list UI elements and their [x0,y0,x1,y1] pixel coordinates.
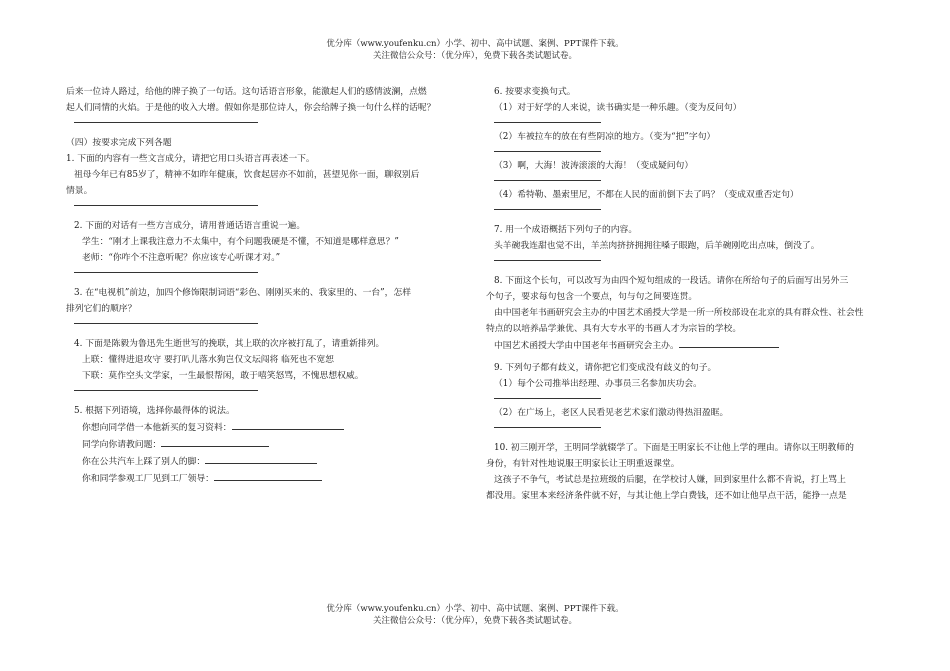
footer-line-1: 优分库（www.youfenku.cn）小学、初中、高中试题、案例、PPT课件下载。 [326,604,624,614]
answer-blank[interactable] [161,436,269,447]
question-1-text-cont: 情景。 [66,186,93,196]
question-2-student: 学生：“刚才上课我注意力不太集中，有个问题我硬是不懂，不知道是哪样意思？” [82,237,399,247]
question-6-item-3: （3）啊，大海！波涛滚滚的大海！（变成疑问句） [494,161,694,171]
intro-text-2: 起人们同情的火焰。于是他的收入大增。假如你是那位诗人，你会给牌子换一句什么样的话呢？ [66,103,436,113]
question-1-title: 1. 下面的内容有一些文言成分，请把它用口头语言再表述一下。 [66,154,315,164]
question-2-teacher: 老师：“你咋个不注意听呢？你应该专心听课才对。” [82,253,281,263]
question-8-text-cont: 个句子，要求每句包含一个要点，句与句之间要连贯。 [486,292,698,302]
question-10-text: 10. 初三刚开学，王明同学就辍学了。下面是王明家长不让他上学的理由。请你以王明教师的 [494,443,854,453]
question-6-item-4: （4）希特勒、墨索里尼，不都在人民的面前倒下去了吗？（变成双重否定句） [494,190,799,200]
question-5-item-a [66,419,470,436]
answer-blank[interactable] [232,419,344,430]
intro-text-1: 后来一位诗人路过，给他的牌子换了一句话。这句话语言形象，能激起人们的感情波澜，点燃 [66,87,427,97]
question-4-title: 4. 下面是陈毅为鲁迅先生逝世写的挽联，其上联的次序被打乱了，请重新排列。 [74,339,385,349]
answer-blank[interactable] [679,337,779,348]
question-10-reason: 这孩子不争气，考试总是拉班级的后腿，在学校讨人嫌，回到家里什么都不肯说，打上骂上 [494,475,846,485]
question-5-item-d-label: 你和同学参观工厂见到工厂领导： [82,474,214,484]
question-8-sentence-cont: 特点的以培养品学兼优、具有大专水平的书画人才为宗旨的学校。 [486,324,742,334]
question-8-text: 8. 下面这个长句，可以改写为由四个短句组成的一段话。请你在所给句子的后面写出另外三 [494,276,849,286]
answer-blank[interactable] [214,470,322,481]
page-header [0,38,950,62]
header-line-1: 优分库（www.youfenku.cn）小学、初中、高中试题、案例、PPT课件下载。 [326,39,624,49]
question-2-title: 2. 下面的对话有一些方言成分，请用普通话语言重说一遍。 [74,221,306,231]
question-5-item-c [66,453,470,470]
question-9-title: 9. 下列句子都有歧义，请你把它们变成没有歧义的句子。 [494,363,717,373]
question-5-item-d [66,470,470,487]
question-5-item-a-label: 你想向同学借一本他新买的复习资料： [82,423,232,433]
page-footer [0,603,950,627]
right-column [486,84,890,504]
question-6-item-2: （2）车被拉车的放在有些阴凉的地方。（变为“把”字句） [494,132,716,142]
question-5-title: 5. 根据下列语境，选择你最得体的说法。 [74,406,235,416]
question-3-text-cont: 排列它们的顺序？ [66,304,137,314]
question-3-text: 3. 在“电视机”前边，加四个修饰限制词语“彩色、刚刚买来的、我家里的、一台”，怎样 [74,288,412,298]
question-7-title: 7. 用一个成语概括下列句子的内容。 [494,225,638,235]
question-8-answer-row [486,337,890,354]
question-9-item-1: （1）每个公司推举出经理、办事员三名参加庆功会。 [494,379,702,389]
question-10-reason-cont: 都没用。家里本来经济条件就不好，与其让他上学白费钱，还不如让他早点干活，能挣一点是 [486,491,847,501]
answer-blank[interactable] [205,453,317,464]
header-line-2: 关注微信公众号：（优分库），免费下载各类试题试卷。 [372,51,577,61]
question-8-prompt: 中国艺术函授大学由中国老年书画研究会主办。 [494,341,679,351]
question-1-text: 祖母今年已有85岁了，精神不如昨年健康，饮食起居亦不如前，甚望见你一面，聊叙别后 [74,170,420,180]
left-column [66,84,470,487]
question-4-upper-couplet: 上联：懂得进退攻守 要打叭儿落水狗岂仅文坛闯将 临死也不宽恕 [82,355,334,365]
question-6-item-1: （1）对于好学的人来说，读书确实是一种乐趣。（变为反问句） [494,103,742,113]
question-6-title: 6. 按要求变换句式。 [494,87,576,97]
footer-line-2: 关注微信公众号：（优分库），免费下载各类试题试卷。 [372,616,577,626]
question-8-sentence: 由中国老年书画研究会主办的中国艺术函授大学是一所一所校部设在北京的具有群众性、社会性 [494,308,864,318]
question-10-text-cont: 身份，有针对性地说服王明家长让王明重返课堂。 [486,459,680,469]
question-4-lower-couplet: 下联：莫作空头文学家，一生最恨帮闲，敢于嘻笑怒骂，不愧思想权威。 [82,371,364,381]
question-9-item-2: （2）在广场上，老区人民看见老艺术家们激动得热泪盈眶。 [494,408,729,418]
question-5-item-c-label: 你在公共汽车上踩了别人的脚： [82,457,206,467]
question-7-text: 头羊碗我连甜也觉不出，羊羔肉挤挤拥拥往嗓子眼跑，后羊碗刚吃出点味，倒没了。 [494,241,820,251]
question-5-item-b-label: 同学向你请教问题： [82,440,162,450]
question-5-item-b [66,436,470,453]
section-4-heading: （四）按要求完成下列各题 [66,138,172,148]
